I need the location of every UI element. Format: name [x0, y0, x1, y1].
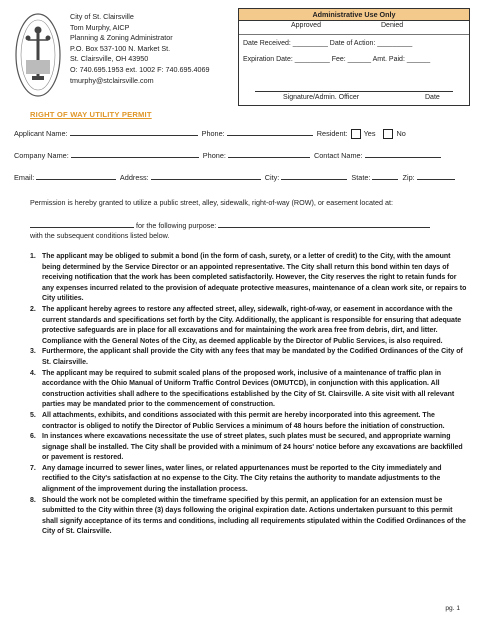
no-label: No	[396, 129, 406, 138]
contact-email[interactable]: tmurphy@stclairsville.com	[70, 75, 154, 85]
applicant-row	[14, 128, 406, 139]
location-input[interactable]	[30, 220, 134, 228]
expiration-field[interactable]: Expiration Date: _________ Fee: ______ Amt. Paid: ______	[243, 56, 431, 63]
contact-name-label: Contact Name:	[313, 151, 363, 160]
contact-name-input[interactable]	[365, 150, 441, 158]
state-input[interactable]	[372, 172, 398, 180]
city-seal-logo	[14, 12, 62, 98]
address-label: Address:	[119, 173, 149, 182]
applicant-name-label: Applicant Name:	[14, 129, 68, 138]
condition-item: 6. In instances where excavations necessitate the use of street plates, such plates must be secured, and appropriate warning signage shall be installed. The City shall be provided with a minimum of 24 hours' notice before any excavations are backfilled or pavement is restored.	[30, 433, 463, 462]
company-row	[14, 150, 443, 160]
subsequent-text: with the subsequent conditions listed below.	[30, 231, 170, 240]
contact-line: Planning & Zoning Administrator	[70, 33, 173, 43]
zip-label: Zip:	[402, 173, 415, 182]
condition-item: 5. All attachments, exhibits, and conditions associated with this permit are hereby incorporated into this agreement. The contractor is obliged to notify the Director of Public Services a minimum of 48 hours before the initiation of construction.	[30, 411, 445, 430]
address-input[interactable]	[151, 172, 261, 180]
contact-line: P.O. Box 537-100 N. Market St.	[70, 43, 171, 53]
date-received-field[interactable]: Date Received: _________ Date of Action: _________	[243, 40, 413, 47]
resident-yes-checkbox[interactable]	[351, 129, 361, 139]
condition-item: 7. Any damage incurred to sewer lines, water lines, or related appurtenances must be reported to the City immediately and rectified to the City's satisfaction at no expense to the City. The City retains the authority to mandate adjustments to the alignment of the improvement during the installation process.	[30, 464, 442, 494]
condition-item: 1. The applicant may be obliged to submit a bond (in the form of cash, surety, or a letter of credit) to the City, with the amount being determined by the Service Director or an appointed representative. The City shall return this bond within ten days of receiving notification that the work has been completed satisfactorily. However, the City reserves the right to retain funds for any expenses incurred related to the provision of adequate protective measures, maintenance of a clean work site, or repairs to City utilities.	[30, 253, 467, 303]
condition-item: 2. The applicant hereby agrees to restore any affected street, alley, sidewalk, right-of-way, or easement in accordance with the current standards and specifications set forth by the City. Additionally, the applicant is responsible for ensuring that adequate protective safeguards are in place for all excavations and for maintaining the work area free from debris, dirt, and litter. Compliance with the General Notes of the City, as deemed applicable by the Director of Public Services, is also required.	[30, 305, 462, 345]
permit-title: RIGHT OF WAY UTILITY PERMIT	[30, 110, 152, 119]
purpose-label: for the following purpose:	[136, 221, 217, 230]
permission-text: Permission is hereby granted to utilize a public street, alley, sidewalk, right-of-way (ROW), or easement located at:	[30, 198, 393, 207]
purpose-row	[30, 220, 460, 231]
signature-line[interactable]	[255, 91, 453, 92]
approved-option[interactable]: Approved	[291, 22, 321, 29]
yes-label: Yes	[363, 129, 376, 138]
phone-label: Phone:	[201, 129, 225, 138]
zip-input[interactable]	[417, 172, 455, 180]
contact-line: O: 740.695.1953 ext. 1002 F: 740.695.4069	[70, 64, 210, 74]
denied-option[interactable]: Denied	[381, 22, 404, 29]
phone-label: Phone:	[202, 151, 226, 160]
contact-line: City of St. Clairsville	[70, 12, 134, 21]
admin-use-box	[238, 8, 470, 106]
contact-line: St. Clairsville, OH 43950	[70, 54, 149, 64]
city-input[interactable]	[281, 172, 347, 180]
resident-label: Resident:	[316, 129, 348, 138]
company-name-label: Company Name:	[14, 151, 69, 160]
condition-item: 3. Furthermore, the applicant shall provide the City with any fees that may be mandated by the Codified Ordinances of the City of St. Clairsville.	[30, 348, 463, 366]
condition-item: 8. Should the work not be completed within the timeframe specified by this permit, an application for an extension must be submitted to the City within three (3) days following the original expiration date. Actions undertaken pursuant to this permit shall signify acceptance of its terms and conditions, including all requirements stipulated within the Codified Ordinances of the City of St. Clairsville.	[30, 496, 466, 536]
resident-no-checkbox[interactable]	[383, 129, 393, 139]
page-number: pg. 1	[445, 605, 460, 612]
purpose-input[interactable]	[218, 220, 430, 228]
email-row	[14, 172, 457, 182]
state-label: State:	[351, 173, 371, 182]
email-label: Email:	[14, 173, 35, 182]
contact-line: Tom Murphy, AICP	[70, 22, 130, 32]
signature-label: Signature/Admin. Officer	[283, 94, 360, 101]
applicant-name-input[interactable]	[70, 128, 198, 136]
contact-block	[70, 12, 230, 86]
company-phone-input[interactable]	[228, 150, 310, 158]
email-input[interactable]	[36, 172, 116, 180]
company-name-input[interactable]	[71, 150, 199, 158]
date-label: Date	[425, 94, 440, 101]
admin-box-title: Administrative Use Only	[239, 9, 469, 21]
conditions-list	[30, 252, 470, 538]
city-label: City:	[264, 173, 280, 182]
phone-input[interactable]	[227, 128, 313, 136]
divider	[239, 34, 469, 35]
condition-item: 4. The applicant may be required to submit scaled plans of the proposed work, inclusive of a maintenance of traffic plan in accordance with the Ohio Manual of Uniform Traffic Control Devices (OMUTCD), in conjunction with this application. All construction activities shall adhere to the specifications established by the City of St. Clairsville. A site visit with all relevant parties may be mandated prior to the commencement of construction.	[30, 369, 455, 409]
